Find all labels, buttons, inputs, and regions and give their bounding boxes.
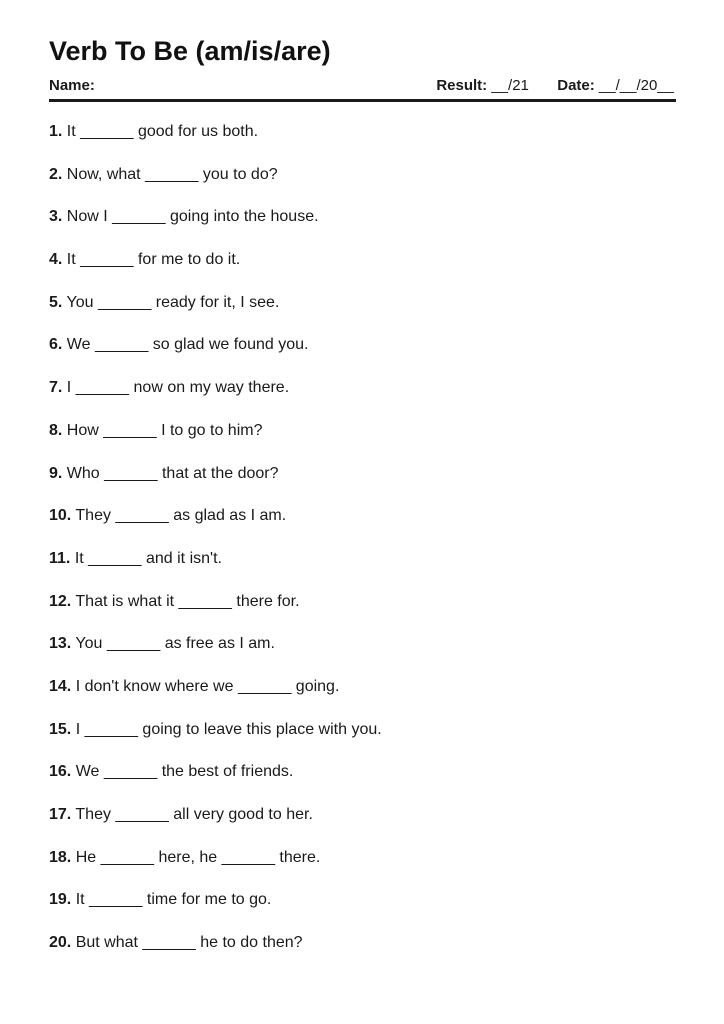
question-text: I don't know where we ______ going. <box>75 677 340 695</box>
question-number: 17. <box>49 806 72 823</box>
question-item <box>49 634 382 677</box>
question-item <box>49 720 382 763</box>
question-number: 15. <box>49 720 72 738</box>
question-item <box>49 677 382 720</box>
question-item <box>49 890 382 933</box>
question-text: I ______ now on my way there. <box>66 379 290 397</box>
result-label: Result: <box>436 77 488 94</box>
question-number: 16. <box>49 763 72 781</box>
question-number: 19. <box>49 891 72 909</box>
date-value: __/__/20__ <box>598 77 674 94</box>
question-number: 11. <box>49 549 71 567</box>
question-item <box>49 335 382 378</box>
question-item <box>49 805 382 848</box>
question-text: It ______ good for us both. <box>66 123 259 140</box>
question-list <box>49 122 382 976</box>
question-number: 7. <box>49 379 63 397</box>
question-number: 3. <box>49 208 63 226</box>
question-item <box>49 762 382 805</box>
question-number: 18. <box>49 848 72 866</box>
question-number: 8. <box>49 421 63 439</box>
question-text: It ______ and it isn't. <box>74 549 222 567</box>
question-text: But what ______ he to do then? <box>75 934 303 952</box>
question-item <box>49 506 382 549</box>
question-item <box>49 293 382 336</box>
question-text: Who ______ that at the door? <box>66 464 279 482</box>
question-text: You ______ as free as I am. <box>75 635 275 653</box>
question-number: 13. <box>49 635 72 653</box>
name-label: Name: <box>49 77 95 94</box>
header-divider <box>49 99 676 102</box>
result-date-group <box>436 77 674 94</box>
question-item <box>49 933 382 976</box>
worksheet-title: Verb To Be (am/is/are) <box>49 36 331 66</box>
question-item <box>49 549 382 592</box>
question-number: 6. <box>49 336 63 354</box>
question-number: 9. <box>49 464 63 482</box>
question-text: We ______ the best of friends. <box>75 763 294 781</box>
question-text: You ______ ready for it, I see. <box>66 293 280 311</box>
question-text: Now I ______ going into the house. <box>66 208 319 226</box>
question-item <box>49 207 382 250</box>
question-text: He ______ here, he ______ there. <box>75 848 321 866</box>
question-number: 2. <box>49 165 63 183</box>
question-text: It ______ time for me to go. <box>75 891 272 909</box>
question-text: Now, what ______ you to do? <box>66 165 278 183</box>
question-number: 5. <box>49 293 63 311</box>
question-item <box>49 378 382 421</box>
question-item <box>49 848 382 891</box>
question-text: That is what it ______ there for. <box>75 592 300 610</box>
question-item <box>49 592 382 635</box>
question-text: They ______ as glad as I am. <box>75 507 287 525</box>
question-item <box>49 250 382 293</box>
result-value: __/21 <box>491 77 529 94</box>
question-number: 12. <box>49 592 72 610</box>
question-item <box>49 165 382 208</box>
question-text: We ______ so glad we found you. <box>66 336 309 354</box>
question-text: It ______ for me to do it. <box>66 251 241 269</box>
question-item <box>49 122 382 165</box>
question-text: I ______ going to leave this place with you. <box>75 720 382 738</box>
question-number: 4. <box>49 251 63 269</box>
worksheet-page <box>49 34 676 952</box>
question-number: 10. <box>49 507 72 525</box>
question-number: 1. <box>49 123 63 140</box>
question-number: 20. <box>49 934 72 952</box>
date-label: Date: <box>557 77 595 94</box>
question-item <box>49 421 382 464</box>
question-text: They ______ all very good to her. <box>75 806 313 823</box>
worksheet-header <box>49 75 676 97</box>
question-item <box>49 464 382 507</box>
question-text: How ______ I to go to him? <box>66 421 263 439</box>
question-number: 14. <box>49 677 72 695</box>
